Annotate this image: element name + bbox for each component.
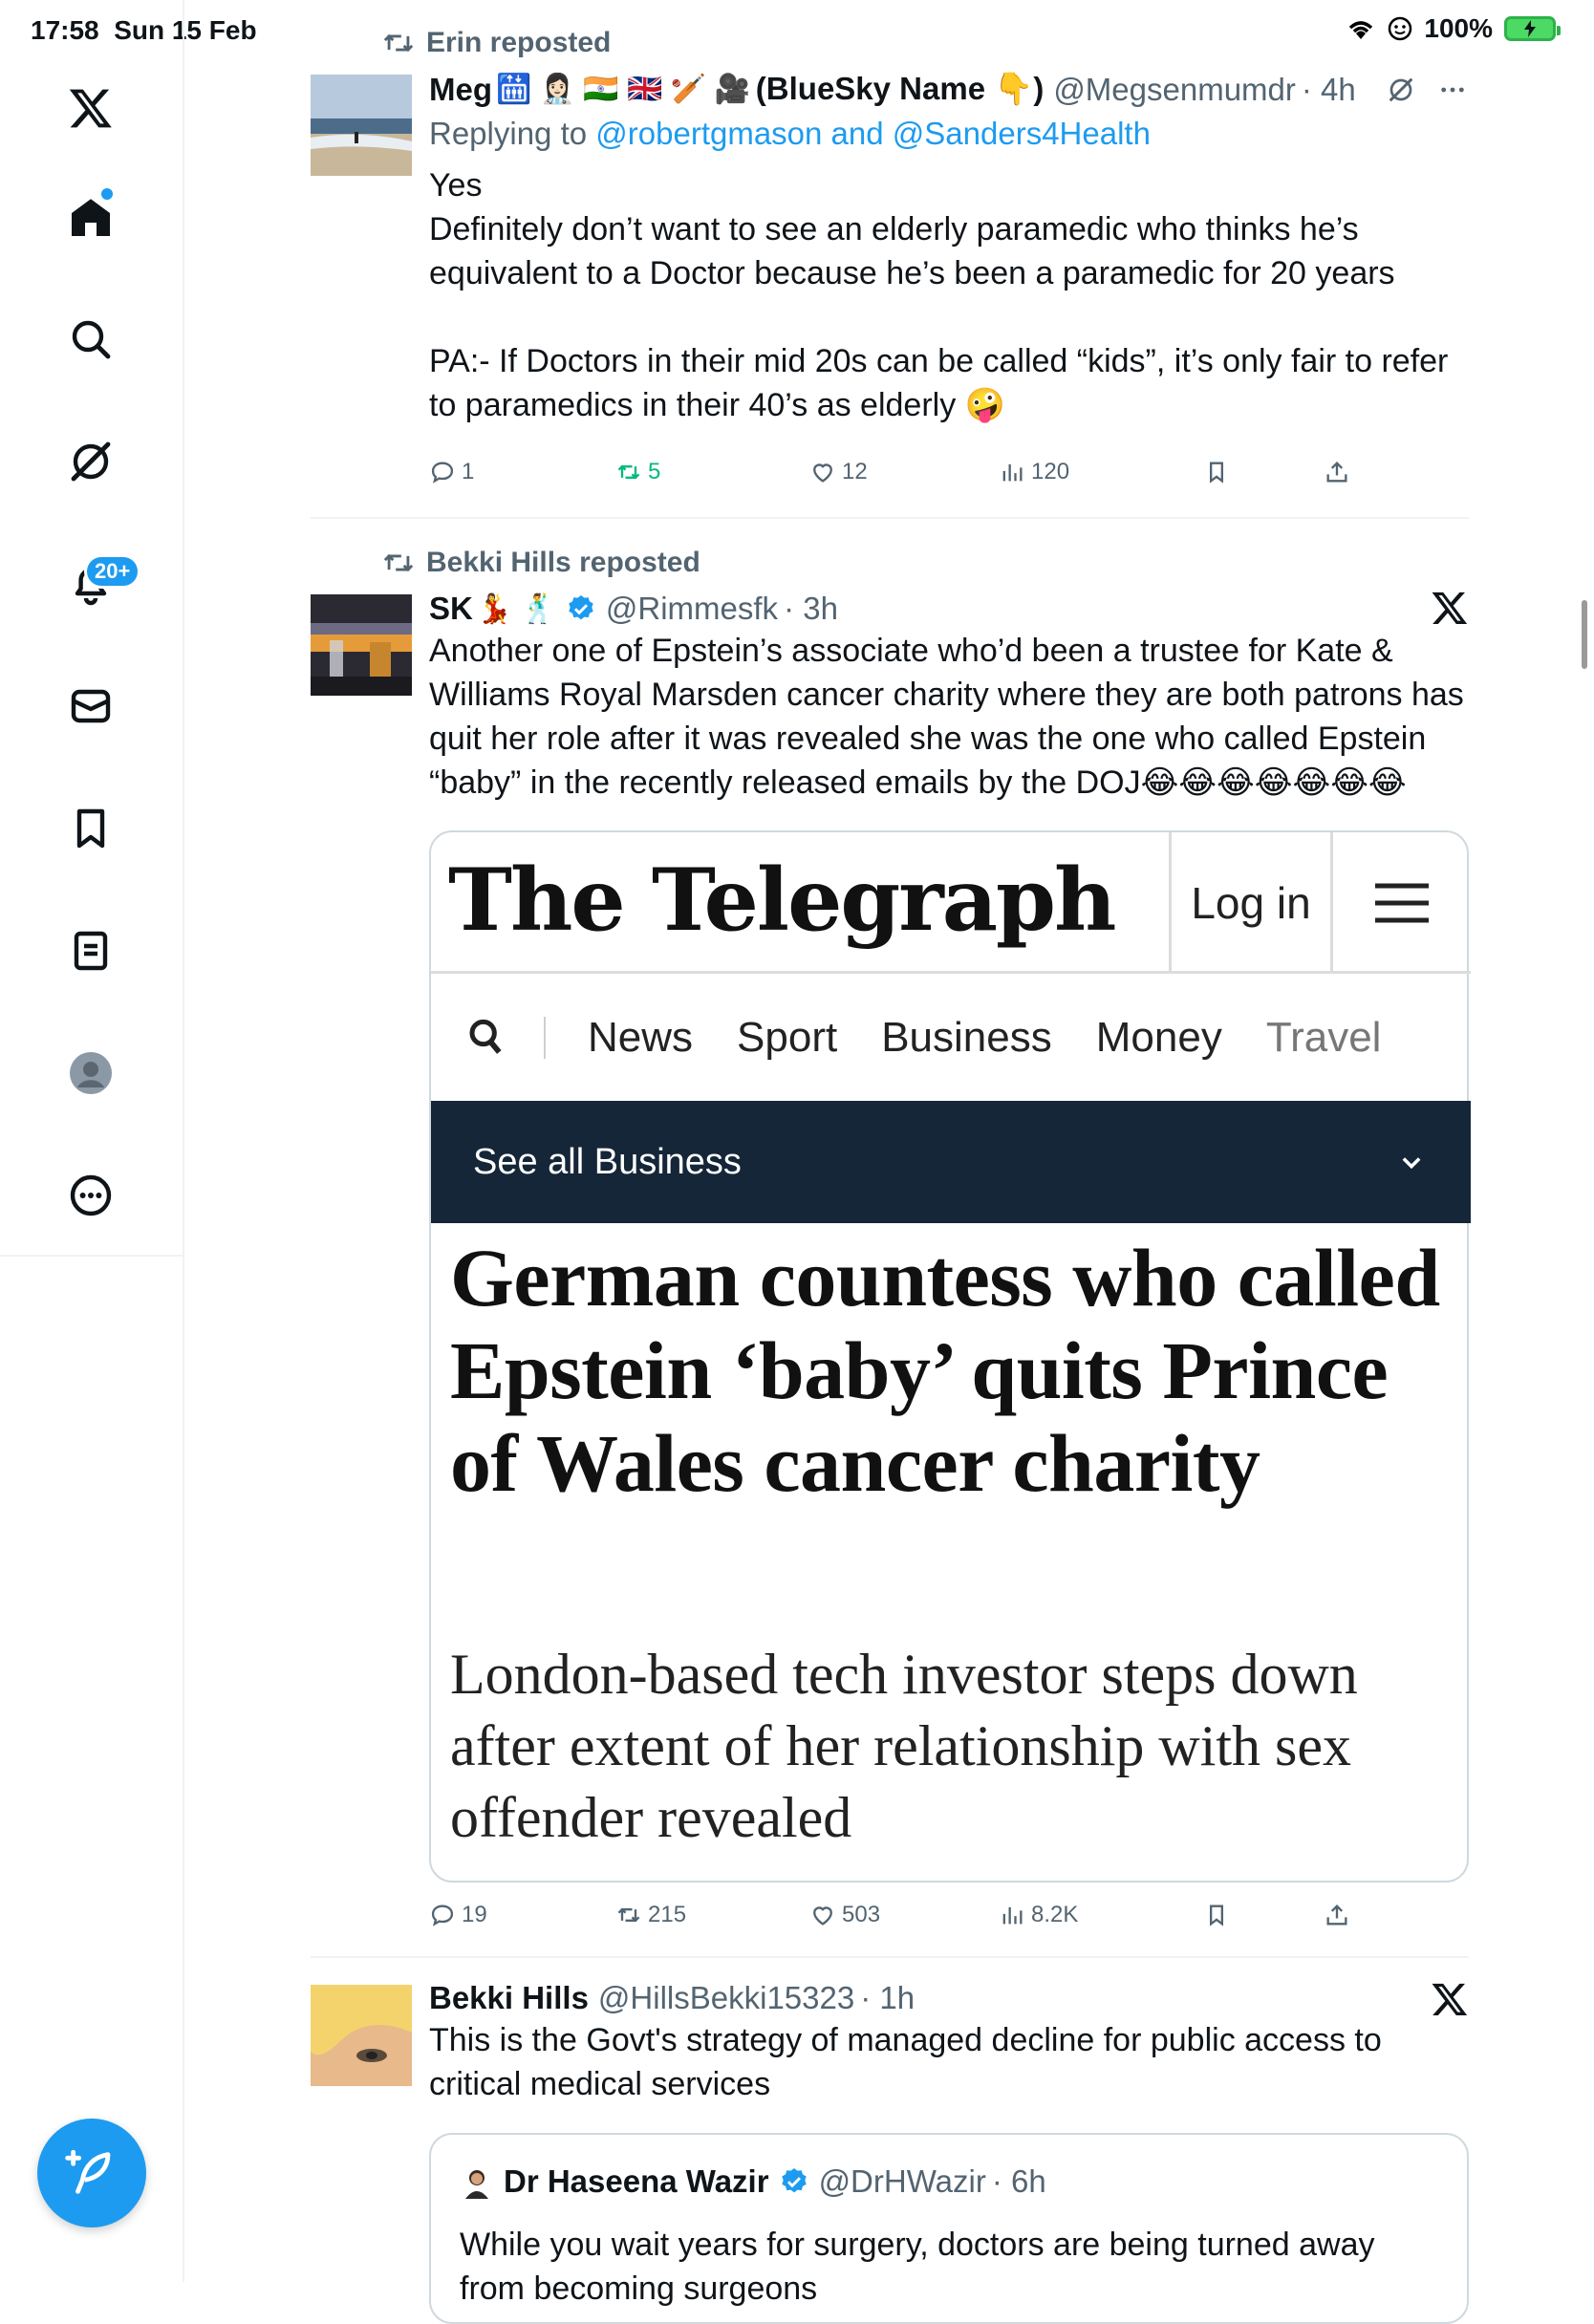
display-name[interactable]: SK	[429, 591, 473, 626]
tweet-divider	[311, 1956, 1469, 1958]
user-handle[interactable]: @Megsenmumdr	[1053, 71, 1296, 107]
section-bar: See all Business	[431, 1101, 1471, 1223]
card-site-header	[431, 832, 1471, 974]
repost-icon	[615, 1902, 642, 1928]
tweet-top-actions	[1386, 75, 1468, 105]
analytics-icon	[999, 459, 1025, 485]
quoted-display-name[interactable]: Dr Haseena Wazir	[504, 2163, 769, 2199]
bookmark-button[interactable]	[1203, 459, 1230, 485]
tweet-body	[429, 1980, 1469, 2106]
x-logo-icon[interactable]	[63, 80, 118, 136]
repost-indicator: Erin reposted	[382, 27, 611, 59]
focus-icon	[1388, 16, 1412, 41]
sidebar-divider	[0, 1255, 184, 1257]
tweet-header	[429, 71, 1469, 108]
chevron-down-icon	[1398, 1149, 1425, 1175]
quoted-text: While you wait years for surgery, doctors are being turned away from becoming surgeons	[460, 2227, 1375, 2307]
avatar[interactable]	[311, 75, 412, 176]
tweet-actions	[429, 459, 1346, 497]
share-icon	[1324, 1902, 1350, 1928]
verified-badge-icon	[566, 593, 596, 624]
compose-feather-icon	[64, 2145, 119, 2201]
nav-item-business: Business	[881, 1014, 1052, 1061]
more-icon[interactable]	[63, 1168, 118, 1223]
nav-item-news: News	[588, 1014, 694, 1061]
scrollbar[interactable]	[1582, 600, 1587, 669]
like-button[interactable]: 503	[809, 1902, 880, 1928]
link-card[interactable]	[429, 830, 1469, 1883]
notifications-badge: 20+	[84, 554, 140, 589]
bookmark-icon	[1203, 1902, 1230, 1928]
user-handle[interactable]: @Rimmesfk	[605, 591, 779, 626]
status-time: 17:58 Sun 15 Feb	[31, 15, 257, 45]
repost-indicator: Bekki Hills reposted	[382, 547, 700, 579]
repost-button[interactable]: 5	[615, 459, 660, 485]
heart-icon	[809, 459, 836, 485]
nav-separator	[544, 1017, 546, 1059]
battery-icon	[1504, 16, 1556, 41]
replying-to: Replying to @robertgmason and @Sanders4Health	[429, 116, 1151, 151]
lists-icon[interactable]	[63, 923, 118, 979]
bookmark-button[interactable]	[1203, 1902, 1230, 1928]
share-button[interactable]	[1324, 1902, 1350, 1928]
profile-icon[interactable]	[63, 1045, 118, 1101]
quoted-tweet[interactable]	[429, 2133, 1469, 2324]
share-button[interactable]	[1324, 459, 1350, 485]
repost-icon	[382, 29, 415, 57]
search-icon	[467, 1017, 506, 1059]
display-name[interactable]: Bekki Hills	[429, 1980, 589, 2015]
mail-icon[interactable]	[63, 678, 118, 734]
status-indicators	[1346, 13, 1556, 44]
timestamp[interactable]: · 4h	[1301, 71, 1356, 107]
hamburger-menu-icon	[1333, 832, 1471, 974]
tweet-text: Yes Definitely don’t want to see an elderly paramedic who thinks he’s equivalent to a Doctor because he’s been a paramedic for 20 years PA:- If Doctors in their mid 20s can be called “kids”, it’s only fair to refer to paramedics in their 40’s as elderly 🤪	[429, 167, 1449, 423]
reply-mentions-link[interactable]: @robertgmason and @Sanders4Health	[595, 116, 1151, 151]
analytics-icon	[999, 1902, 1025, 1928]
sidebar	[0, 0, 184, 2282]
timestamp[interactable]: · 3h	[784, 591, 838, 626]
timestamp[interactable]: · 1h	[860, 1980, 915, 2015]
views-button[interactable]: 8.2K	[999, 1902, 1078, 1928]
x-logo-icon[interactable]	[1431, 589, 1469, 627]
wifi-icon	[1346, 16, 1376, 41]
tweet-actions	[429, 1902, 1346, 1940]
avatar[interactable]	[311, 594, 412, 696]
grok-icon[interactable]	[1386, 75, 1416, 105]
reply-icon	[429, 459, 456, 485]
tweet-header	[429, 591, 1469, 627]
repost-icon	[382, 549, 415, 577]
heart-icon	[809, 1902, 836, 1928]
bookmark-icon	[1203, 459, 1230, 485]
name-emoji: 💃 🕺	[476, 592, 556, 625]
nav-item-sport: Sport	[737, 1014, 838, 1061]
bookmark-icon[interactable]	[63, 801, 118, 856]
more-options-icon[interactable]	[1437, 75, 1468, 105]
article-subheadline: London-based tech investor steps down after extent of her relationship with sex offender revealed	[450, 1643, 1358, 1849]
reply-button[interactable]: 19	[429, 1902, 487, 1928]
x-logo-icon[interactable]	[1431, 1980, 1469, 2018]
user-handle[interactable]: @HillsBekki15323	[597, 1980, 855, 2015]
like-button[interactable]: 12	[809, 459, 868, 485]
quoted-avatar	[460, 2164, 494, 2199]
quoted-timestamp: · 6h	[991, 2163, 1046, 2199]
article-headline: German countess who called Epstein ‘baby’ quits Prince of Wales cancer charity	[450, 1232, 1440, 1509]
nav-item-travel: Travel	[1265, 1014, 1382, 1061]
tweet-divider	[311, 517, 1469, 519]
quoted-tweet-header	[460, 2163, 1046, 2200]
display-name-suffix: (BlueSky Name 👇)	[755, 71, 1045, 106]
telegraph-logo: The Telegraph	[448, 850, 1115, 951]
home-unread-dot	[101, 188, 113, 200]
avatar[interactable]	[311, 1985, 412, 2086]
card-site-nav	[431, 976, 1471, 1100]
login-button: Log in	[1169, 832, 1333, 974]
grok-icon[interactable]	[63, 434, 118, 489]
compose-button[interactable]	[37, 2119, 146, 2227]
quoted-handle[interactable]: @DrHWazir	[818, 2163, 986, 2199]
views-button[interactable]: 120	[999, 459, 1069, 485]
search-icon[interactable]	[63, 312, 118, 367]
share-icon	[1324, 459, 1350, 485]
nav-item-money: Money	[1095, 1014, 1222, 1061]
tweet-body	[429, 591, 1469, 805]
repost-icon	[615, 459, 642, 485]
repost-button[interactable]: 215	[615, 1902, 686, 1928]
tweet-body	[429, 71, 1469, 427]
tweet-text: Another one of Epstein’s associate who’d been a trustee for Kate & Williams Royal Marsden cancer charity where they are both patrons has quit her role after it was revealed she was the one who called Epstein “baby” in the recently released emails by the DOJ😂😂😂😂😂😂😂	[429, 633, 1464, 801]
verified-badge-icon	[779, 2166, 809, 2197]
battery-percent: 100%	[1424, 13, 1493, 43]
reply-icon	[429, 1902, 456, 1928]
tweet-text: This is the Govt's strategy of managed decline for public access to critical medical services	[429, 2022, 1382, 2102]
tweet-header	[429, 1980, 1469, 2016]
reply-button[interactable]: 1	[429, 459, 474, 485]
display-name[interactable]: Meg	[429, 71, 492, 107]
status-bar	[0, 0, 1594, 57]
name-emoji: 🛗 👩🏻‍⚕️ 🇮🇳 🇬🇧 🏏 🎥	[496, 74, 750, 105]
